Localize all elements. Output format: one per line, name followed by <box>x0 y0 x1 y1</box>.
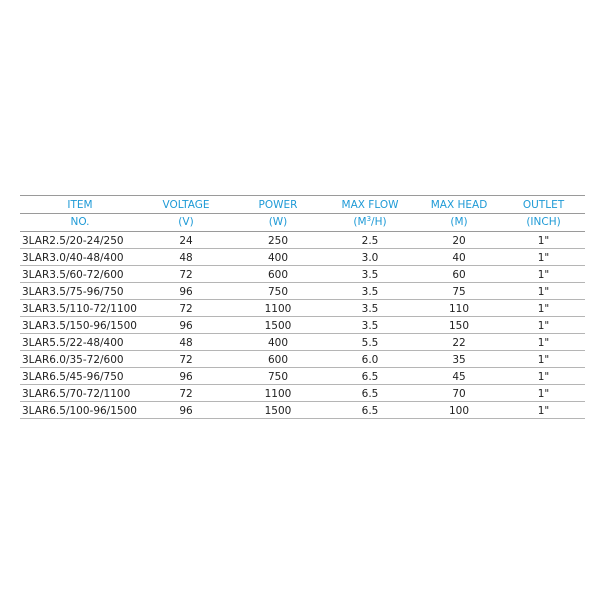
cell-voltage: 96 <box>140 368 232 385</box>
cell-max-head: 20 <box>416 232 502 249</box>
cell-item-no: 3LAR3.5/60-72/600 <box>20 266 140 283</box>
cell-outlet: 1" <box>502 300 585 317</box>
unit-max-head: (M) <box>416 214 502 232</box>
cell-voltage: 48 <box>140 334 232 351</box>
cell-outlet: 1" <box>502 317 585 334</box>
unit-voltage: (V) <box>140 214 232 232</box>
cell-max-head: 100 <box>416 402 502 419</box>
cell-voltage: 72 <box>140 351 232 368</box>
table-row <box>20 266 585 283</box>
cell-power: 400 <box>232 334 324 351</box>
unit-max-flow <box>324 214 416 232</box>
table-row <box>20 334 585 351</box>
cell-item-no: 3LAR3.0/40-48/400 <box>20 249 140 266</box>
cell-max-flow: 6.5 <box>324 402 416 419</box>
cell-item-no: 3LAR3.5/75-96/750 <box>20 283 140 300</box>
cell-item-no: 3LAR6.5/100-96/1500 <box>20 402 140 419</box>
cell-max-flow: 6.0 <box>324 351 416 368</box>
cell-item-no: 3LAR6.0/35-72/600 <box>20 351 140 368</box>
header-item: ITEM <box>20 196 140 214</box>
cell-max-flow: 5.5 <box>324 334 416 351</box>
cell-outlet: 1" <box>502 249 585 266</box>
cell-outlet: 1" <box>502 385 585 402</box>
cell-power: 1500 <box>232 402 324 419</box>
header-power: POWER <box>232 196 324 214</box>
cell-item-no: 3LAR2.5/20-24/250 <box>20 232 140 249</box>
header-row-units <box>20 214 585 232</box>
table-row <box>20 351 585 368</box>
unit-flow-prefix: (M <box>353 216 367 228</box>
cell-outlet: 1" <box>502 402 585 419</box>
cell-max-head: 40 <box>416 249 502 266</box>
cell-voltage: 48 <box>140 249 232 266</box>
cell-max-head: 60 <box>416 266 502 283</box>
cell-voltage: 72 <box>140 266 232 283</box>
table-header <box>20 196 585 232</box>
cell-outlet: 1" <box>502 351 585 368</box>
header-max-head: MAX HEAD <box>416 196 502 214</box>
cell-outlet: 1" <box>502 283 585 300</box>
cell-item-no: 3LAR5.5/22-48/400 <box>20 334 140 351</box>
header-max-flow: MAX FLOW <box>324 196 416 214</box>
cell-outlet: 1" <box>502 266 585 283</box>
cell-max-flow: 2.5 <box>324 232 416 249</box>
header-row-names <box>20 196 585 214</box>
cell-max-flow: 3.0 <box>324 249 416 266</box>
cell-voltage: 96 <box>140 317 232 334</box>
cell-max-flow: 3.5 <box>324 300 416 317</box>
cell-max-flow: 6.5 <box>324 368 416 385</box>
cell-power: 400 <box>232 249 324 266</box>
cell-item-no: 3LAR6.5/70-72/1100 <box>20 385 140 402</box>
cell-item-no: 3LAR6.5/45-96/750 <box>20 368 140 385</box>
unit-power: (W) <box>232 214 324 232</box>
cell-power: 1500 <box>232 317 324 334</box>
cell-max-flow: 3.5 <box>324 317 416 334</box>
table-body <box>20 232 585 419</box>
header-outlet: OUTLET <box>502 196 585 214</box>
cell-power: 750 <box>232 283 324 300</box>
table-row <box>20 283 585 300</box>
cell-power: 1100 <box>232 300 324 317</box>
cell-power: 1100 <box>232 385 324 402</box>
cell-max-head: 22 <box>416 334 502 351</box>
unit-flow-superscript: 3 <box>366 215 372 223</box>
unit-flow-suffix: /H) <box>371 216 387 228</box>
table-row <box>20 300 585 317</box>
cell-power: 750 <box>232 368 324 385</box>
cell-max-head: 45 <box>416 368 502 385</box>
cell-outlet: 1" <box>502 334 585 351</box>
cell-max-flow: 3.5 <box>324 283 416 300</box>
cell-outlet: 1" <box>502 368 585 385</box>
cell-power: 600 <box>232 266 324 283</box>
cell-power: 600 <box>232 351 324 368</box>
header-voltage: VOLTAGE <box>140 196 232 214</box>
cell-max-head: 35 <box>416 351 502 368</box>
unit-item-no: NO. <box>20 214 140 232</box>
cell-max-flow: 6.5 <box>324 385 416 402</box>
table-row <box>20 232 585 249</box>
cell-voltage: 72 <box>140 300 232 317</box>
cell-outlet: 1" <box>502 232 585 249</box>
cell-max-flow: 3.5 <box>324 266 416 283</box>
cell-voltage: 24 <box>140 232 232 249</box>
table-row <box>20 317 585 334</box>
table-row <box>20 249 585 266</box>
pump-spec-table <box>20 195 585 419</box>
cell-voltage: 96 <box>140 402 232 419</box>
unit-outlet: (INCH) <box>502 214 585 232</box>
cell-max-head: 150 <box>416 317 502 334</box>
cell-max-head: 70 <box>416 385 502 402</box>
cell-max-head: 75 <box>416 283 502 300</box>
cell-item-no: 3LAR3.5/150-96/1500 <box>20 317 140 334</box>
cell-power: 250 <box>232 232 324 249</box>
table-row <box>20 368 585 385</box>
cell-voltage: 96 <box>140 283 232 300</box>
cell-voltage: 72 <box>140 385 232 402</box>
pump-spec-table-container <box>20 195 585 419</box>
cell-item-no: 3LAR3.5/110-72/1100 <box>20 300 140 317</box>
cell-max-head: 110 <box>416 300 502 317</box>
table-row <box>20 402 585 419</box>
table-row <box>20 385 585 402</box>
